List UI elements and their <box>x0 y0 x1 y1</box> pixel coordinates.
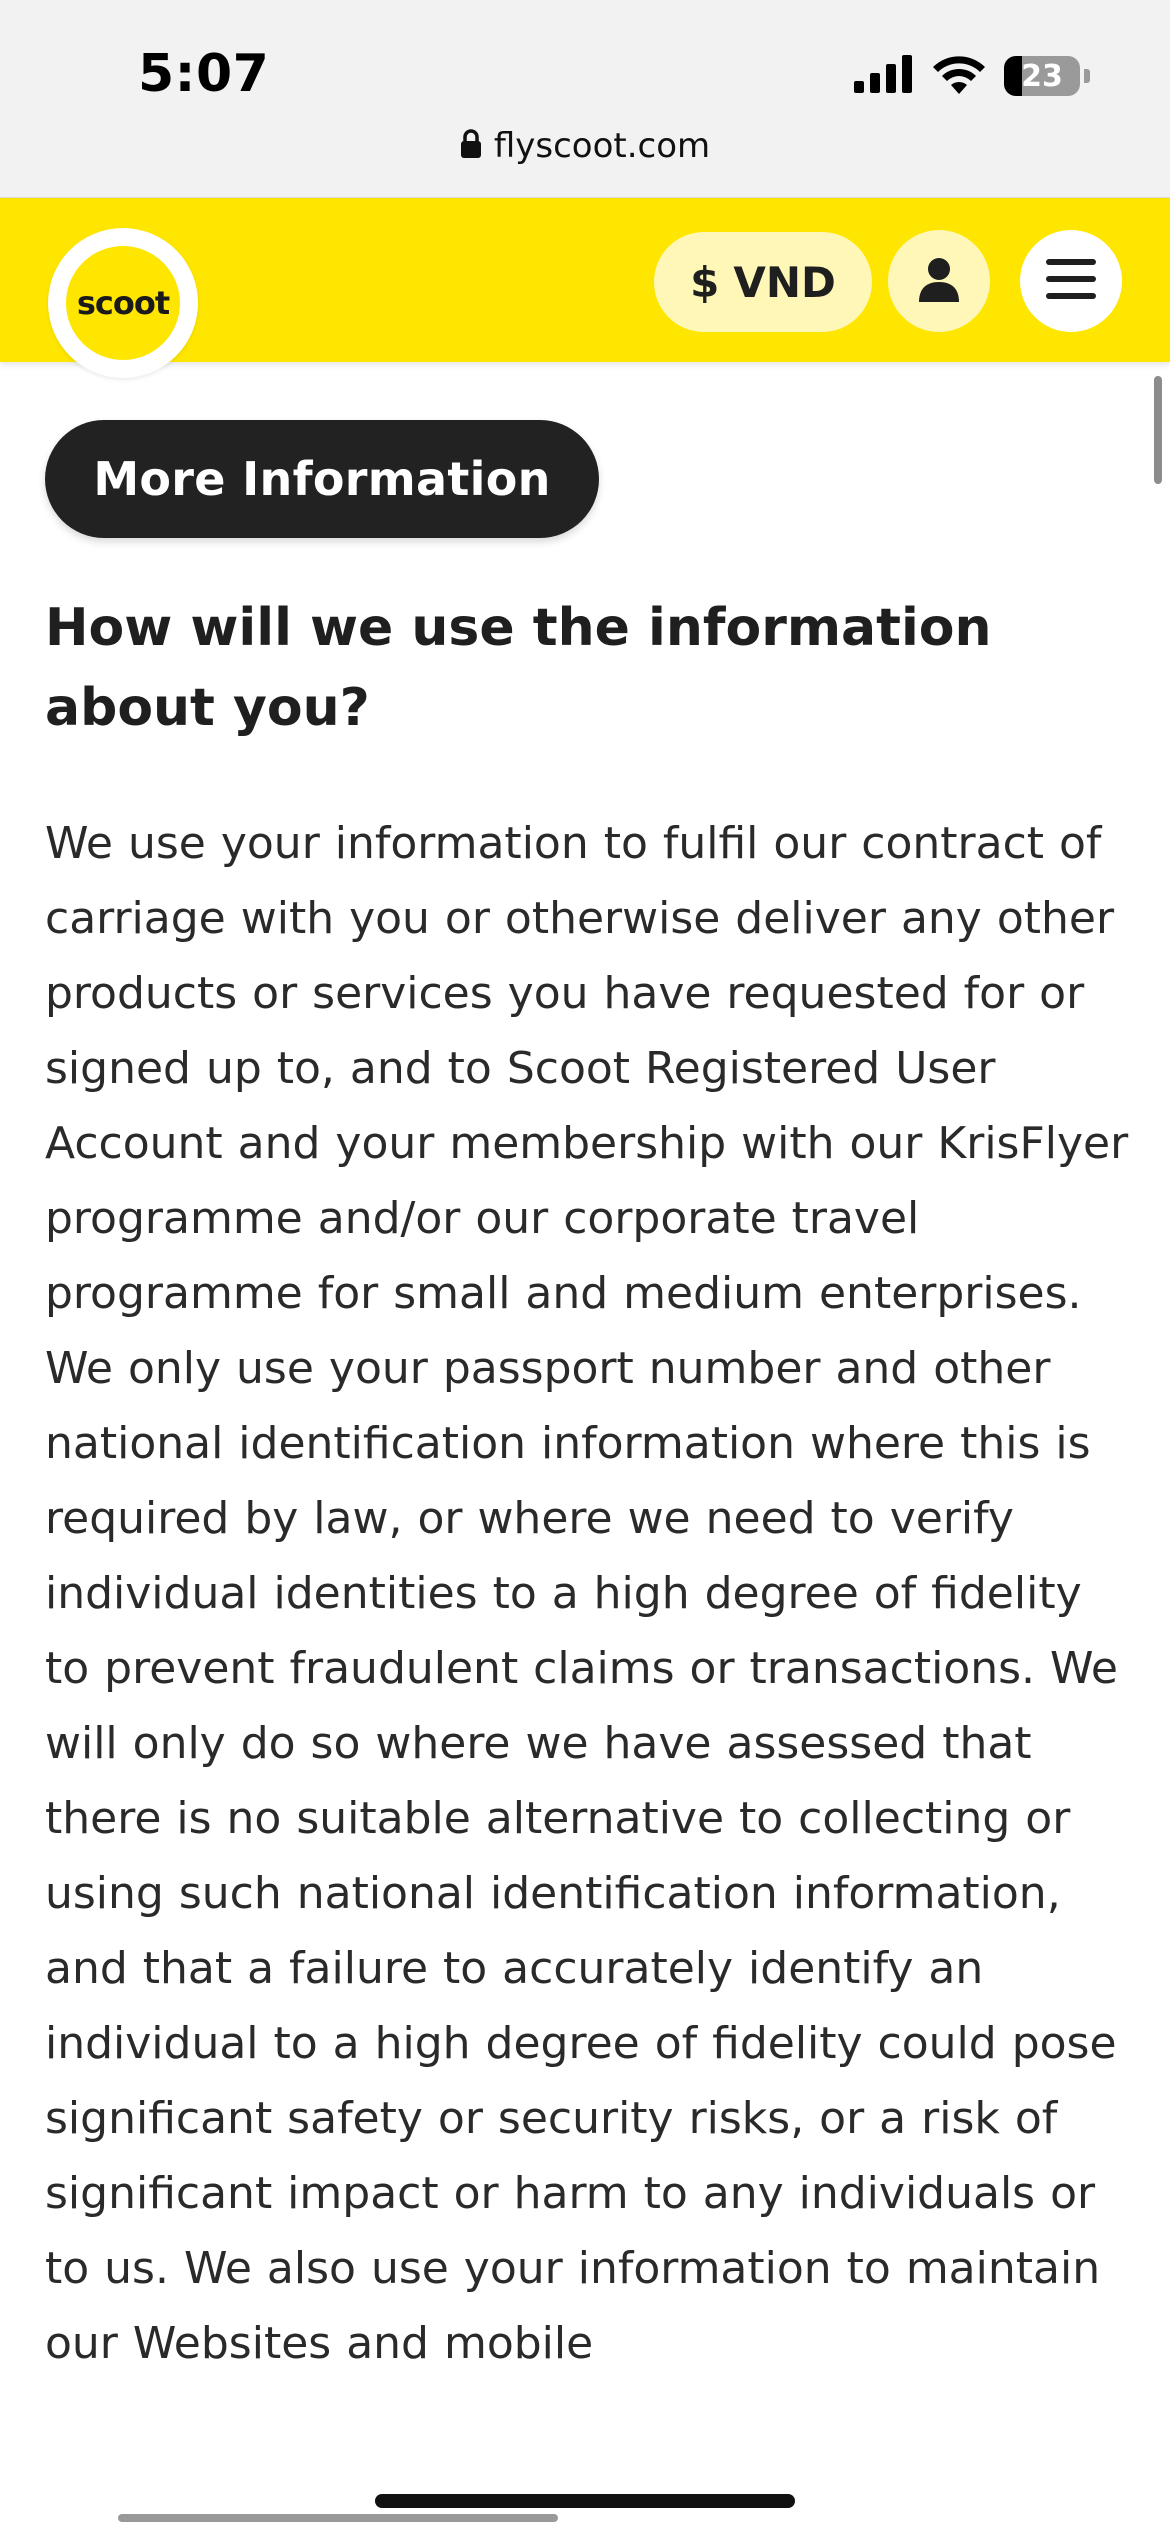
logo-text: scoot <box>76 284 170 322</box>
body-paragraph: We use your information to fulfil our contract of carriage with you or otherwise deliver any other products or services you have requested for or signed up to, and to Scoot Registered User Account and your membership with our KrisFlyer programme and/or our corporate travel programme for small and medium enterprises. We only use your passport number and other national identification information where this is required by law, or where we need to verify individual identities to a high degree of fidelity to prevent fraudulent claims or transactions. We will only do so where we have assessed that there is no suitable alternative to collecting or using such national identification information, and that a failure to accurately identify an individual to a high degree of fidelity could pose significant safety or security risks, or a risk of significant impact or harm to any individuals or to us. We also use your information to maintain our Websites and mobile <box>45 818 1129 2369</box>
battery-nub <box>1084 69 1090 83</box>
status-time: 5:07 <box>138 44 270 104</box>
status-bar <box>0 0 1170 198</box>
scoot-logo[interactable] <box>48 228 198 378</box>
more-information-button[interactable]: More Information <box>45 420 599 538</box>
section-heading: How will we use the information about you? <box>45 598 992 738</box>
battery-level: 23 <box>1021 58 1063 94</box>
vertical-scrollbar[interactable] <box>1154 376 1162 484</box>
hamburger-icon <box>1046 259 1096 303</box>
signal-icon <box>854 55 914 97</box>
battery-icon <box>1004 56 1080 96</box>
user-icon <box>917 256 961 306</box>
lock-icon <box>460 129 482 163</box>
main-content <box>45 362 1129 2381</box>
status-icons <box>854 52 1090 100</box>
wifi-icon <box>932 54 986 98</box>
currency-selector-button[interactable] <box>654 232 872 332</box>
menu-button[interactable] <box>1020 230 1122 332</box>
url-bar[interactable] <box>0 126 1170 166</box>
home-indicator[interactable] <box>375 2494 795 2508</box>
dollar-icon: $ <box>690 257 720 307</box>
currency-code: VND <box>733 257 836 307</box>
account-button[interactable] <box>888 230 990 332</box>
horizontal-scrollbar[interactable] <box>118 2514 558 2522</box>
url-text: flyscoot.com <box>493 126 711 166</box>
logo-badge <box>66 246 180 360</box>
